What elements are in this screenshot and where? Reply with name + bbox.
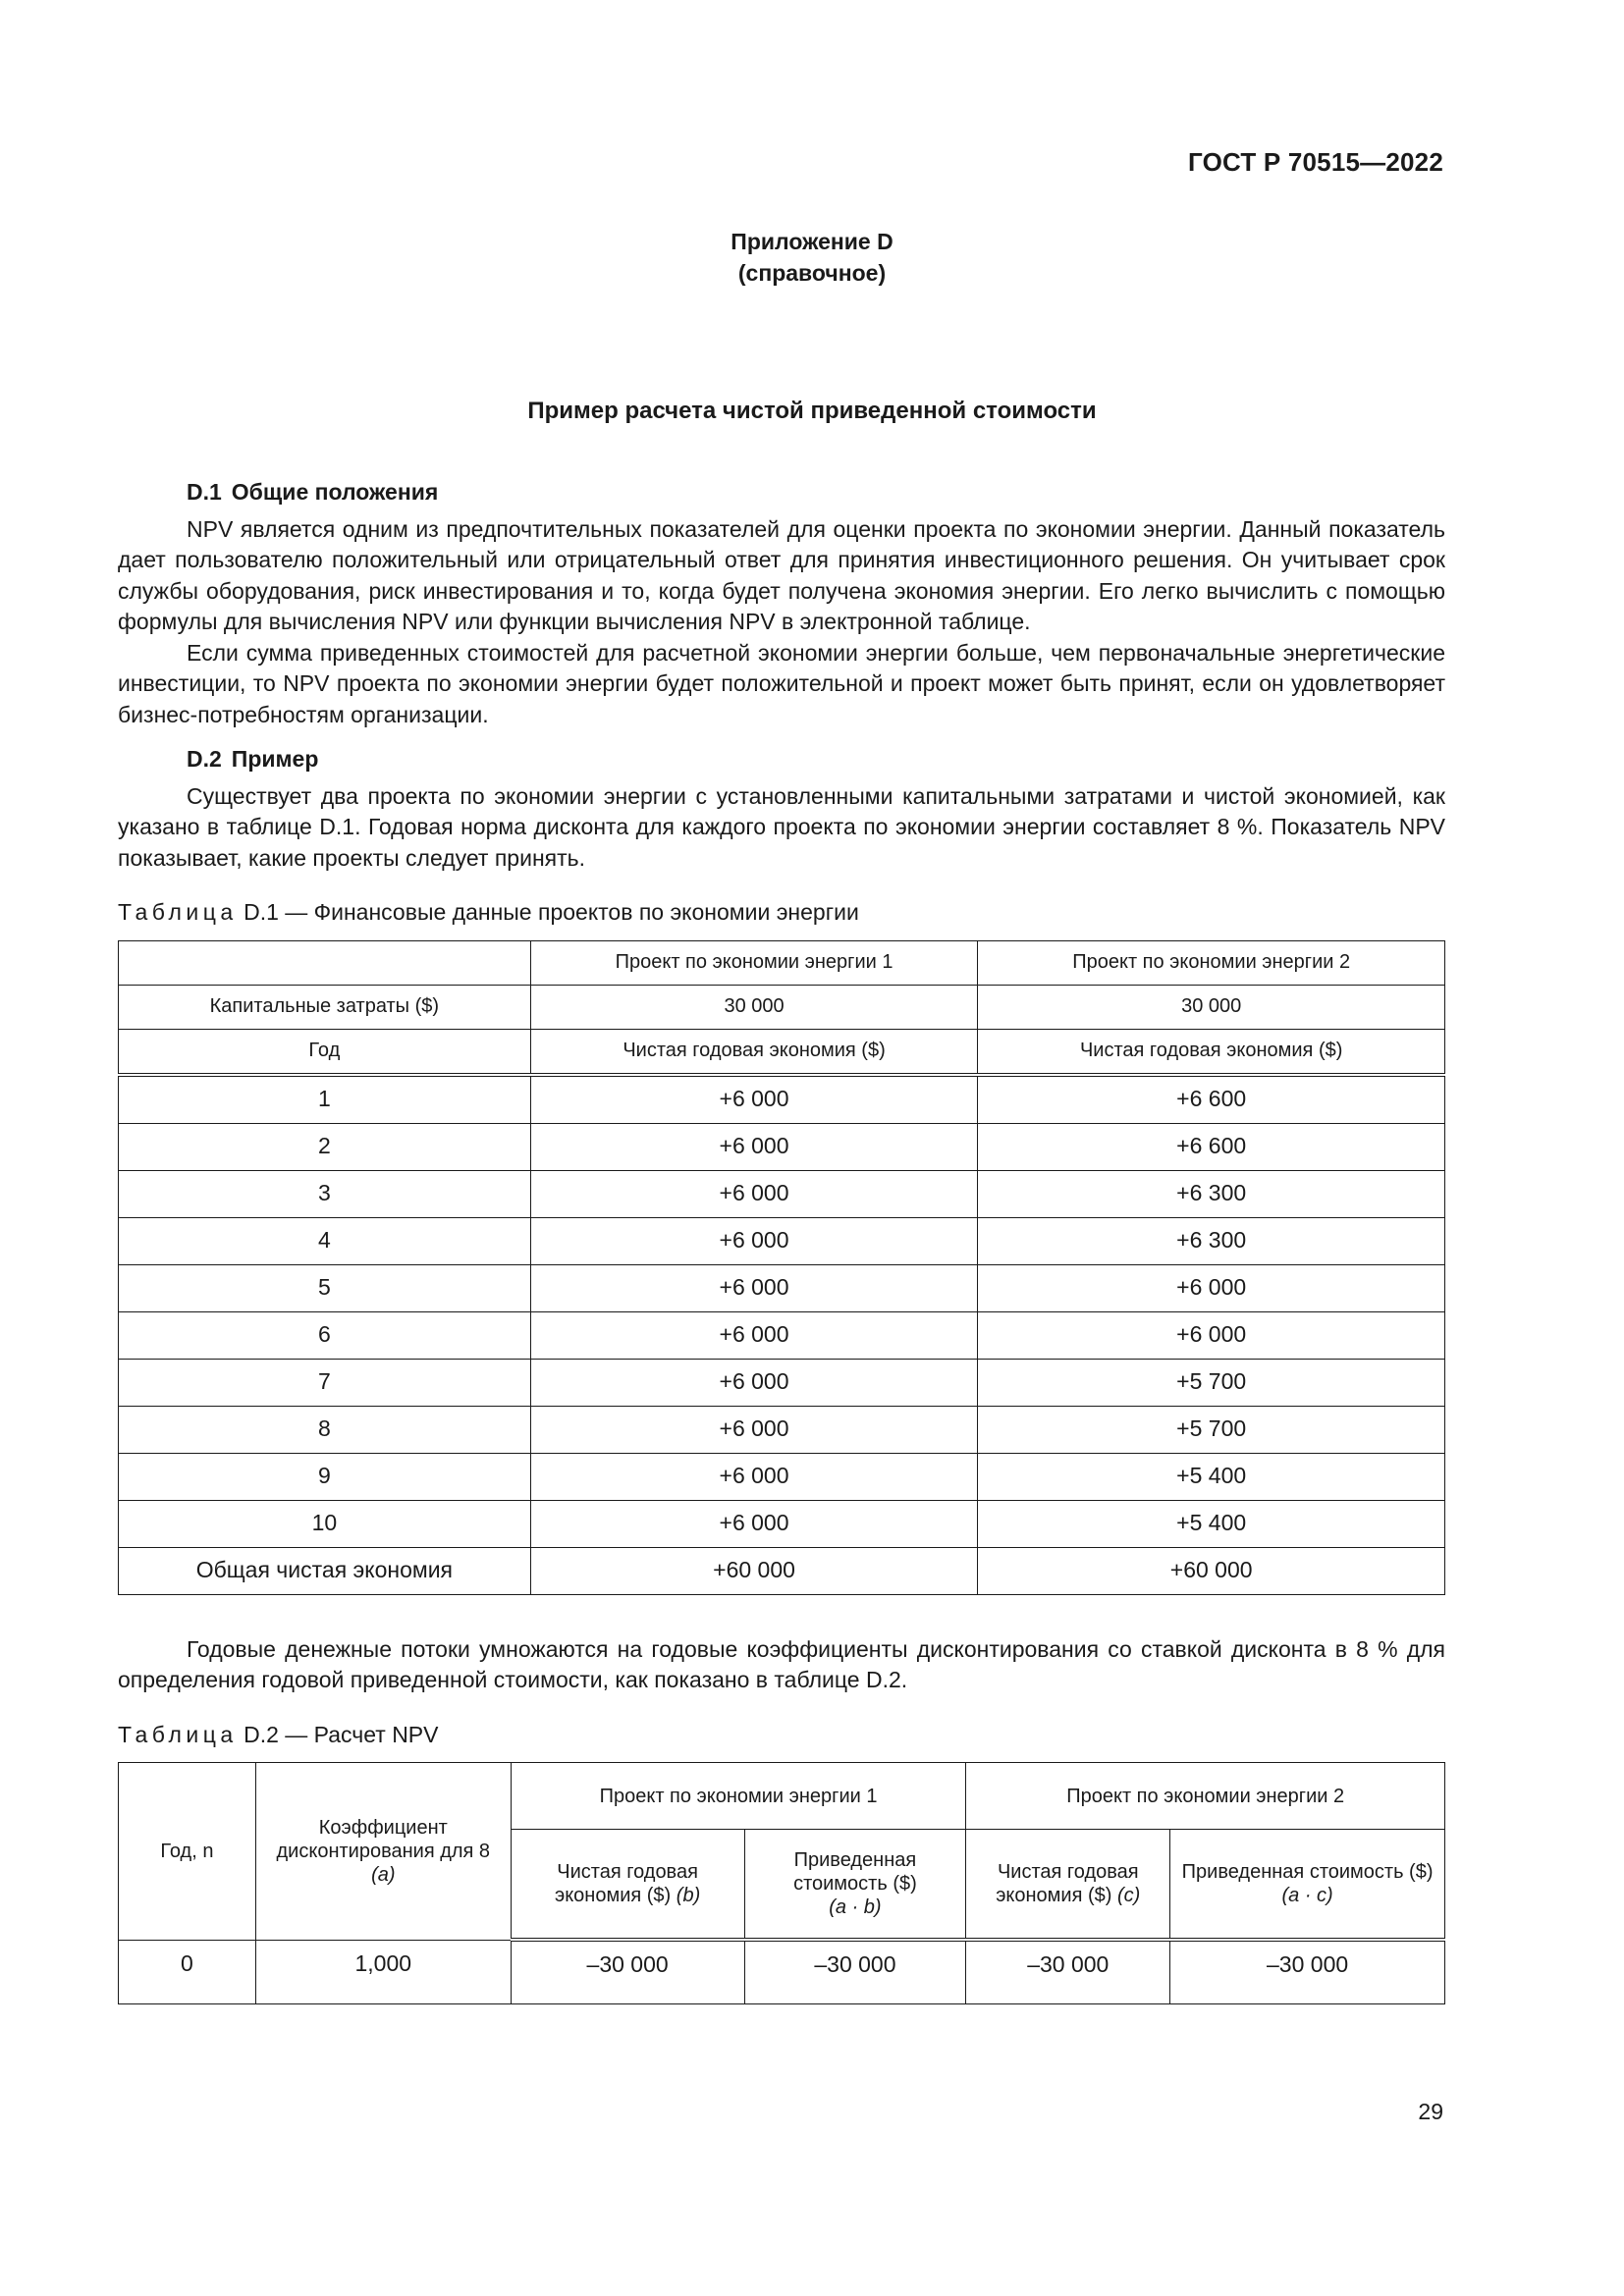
annex-status: (справочное) [737,260,887,286]
table-row [119,1264,1445,1311]
cell-value: –30 000 [1267,1950,1349,1977]
paragraph: Существует два проекта по экономии энергии с установленными капитальными затратами и чистой экономией, как указано в таблице D.1. Годовая норма дисконта для каждого проекта по экономии энергии составляет 8 %. Показатель NPV показывает, какие проекты следует принять. [118,782,1445,871]
table-header-cell: Год, n [119,1763,256,1941]
section-number: D.2 [187,746,222,772]
header-variable: (a · b) [829,1896,882,1918]
table-cell: +6 000 [530,1217,978,1264]
table-cell: 9 [119,1453,531,1500]
table-cell [1170,1940,1445,2004]
page-number: 29 [1418,2099,1443,2124]
header-variable: (c) [1117,1885,1141,1906]
table-cell: +6 000 [530,1500,978,1547]
section-title: Общие положения [231,479,439,505]
table-header-row [119,985,1445,1029]
table-caption-text: D.1 — Финансовые данные проектов по экономии энергии [244,899,859,925]
table-cell: 30 000 [530,985,978,1029]
header-text: Коэффициент дисконтирования для 8 [276,1816,491,1862]
header-text: Чистая годовая экономия ($) [554,1861,698,1906]
table-cell: 8 [119,1406,531,1453]
header-variable: (b) [676,1885,701,1906]
table-header-cell: Проект по экономии энергии 2 [978,940,1445,985]
table-cell: +6 000 [530,1075,978,1124]
table-cell: +6 600 [978,1075,1445,1124]
table-cell: 6 [119,1311,531,1359]
section-number: D.1 [187,479,222,505]
table-header-row [119,940,1445,985]
table-header-cell: Проект по экономии энергии 1 [530,940,978,985]
table-cell: +6 000 [978,1311,1445,1359]
cell-value: –30 000 [586,1950,669,1977]
table-cell: +6 600 [978,1123,1445,1170]
table-header-cell: Год [119,1029,531,1075]
table-header-cell: Чистая годовая экономия ($) [978,1029,1445,1075]
table-cell: 10 [119,1500,531,1547]
table-header-cell: Чистая годовая экономия ($) [530,1029,978,1075]
section-title: Пример [231,746,319,772]
table-cell [119,1940,256,2004]
table-caption-d1 [118,897,1445,929]
table-cell: Общая чистая экономия [119,1547,531,1594]
table-cell [966,1940,1170,2004]
table-header-cell [966,1830,1170,1941]
table-row [119,1406,1445,1453]
cell-value: 0 [181,1950,193,1976]
table-row [119,1217,1445,1264]
annex-label: Приложение D [731,229,893,254]
table-row [119,1123,1445,1170]
table-cell: 3 [119,1170,531,1217]
table-row [119,1453,1445,1500]
table-cell: +5 700 [978,1406,1445,1453]
paragraph: Если сумма приведенных стоимостей для расчетной экономии энергии больше, чем первоначальные энергетические инвестиции, то NPV проекта по экономии энергии будет положительной и проект может быть принят, если он удовлетворяет бизнес-потребностям организации. [118,639,1445,727]
header-text: Чистая годовая экономия ($) [996,1861,1139,1906]
financial-data-table [118,940,1445,1595]
header-variable: (a · c) [1281,1885,1333,1906]
annex-title: Пример расчета чистой приведенной стоимости [527,398,1097,424]
section-heading-d1 [118,477,1445,508]
table-cell: +60 000 [978,1547,1445,1594]
table-caption-prefix: Таблица [118,899,238,925]
table-cell: +6 000 [530,1453,978,1500]
table-cell: +6 000 [978,1264,1445,1311]
table-cell: +6 000 [530,1311,978,1359]
header-variable: (a) [371,1863,396,1886]
document-body [118,477,1445,2004]
table-caption-prefix: Таблица [118,1721,238,1747]
annex-heading [0,226,1624,289]
table-cell [511,1940,744,2004]
table-cell: +6 000 [530,1170,978,1217]
cell-value: 1,000 [354,1950,412,1976]
document-code: ГОСТ Р 70515—2022 [1188,147,1443,177]
table-row [119,1170,1445,1217]
table-header-cell [511,1830,744,1941]
table-header-row [119,1763,1445,1830]
table-row [119,1311,1445,1359]
table-cell: +5 700 [978,1359,1445,1406]
table-cell: +60 000 [530,1547,978,1594]
header-text: Приведенная стоимость ($) [793,1849,917,1895]
table-cell [744,1940,966,2004]
table-cell: +6 300 [978,1170,1445,1217]
npv-calculation-table [118,1762,1445,2004]
table-cell: +6 300 [978,1217,1445,1264]
table-cell: +6 000 [530,1264,978,1311]
table-header-cell: Проект по экономии энергии 2 [966,1763,1445,1830]
table-cell: 30 000 [978,985,1445,1029]
table-header-row [119,1029,1445,1075]
table-cell: 2 [119,1123,531,1170]
table-cell: +6 000 [530,1406,978,1453]
table-row [119,1359,1445,1406]
table-cell: Капитальные затраты ($) [119,985,531,1029]
table-cell: +6 000 [530,1123,978,1170]
table-row [119,1500,1445,1547]
cell-value: –30 000 [1027,1950,1110,1977]
table-cell [255,1940,511,2004]
table-cell: +6 000 [530,1359,978,1406]
section-heading-d2 [118,744,1445,775]
table-caption-d2 [118,1720,1445,1751]
table-header-cell [119,940,531,985]
table-row [119,1075,1445,1124]
table-row [119,1940,1445,2004]
table-cell: 5 [119,1264,531,1311]
table-header-cell [744,1830,966,1941]
table-header-cell [1170,1830,1445,1941]
paragraph: Годовые денежные потоки умножаются на годовые коэффициенты дисконтирования со ставкой дисконта в 8 % для определения годовой приведенной стоимости, как показано в таблице D.2. [118,1635,1445,1692]
paragraph: NPV является одним из предпочтительных показателей для оценки проекта по экономии энергии. Данный показатель дает пользователю положительный или отрицательный ответ для принятия инвестиционного решения. Он учитывает срок службы оборудования, риск инвестирования и то, когда будет получена экономия энергии. Его легко вычислить с помощью формулы для вычисления NPV или функции вычисления NPV в электронной таблице. [118,515,1445,634]
table-cell: +5 400 [978,1453,1445,1500]
table-caption-text: D.2 — Расчет NPV [244,1721,439,1747]
table-cell: 7 [119,1359,531,1406]
table-header-cell [255,1763,511,1941]
table-header-cell: Проект по экономии энергии 1 [511,1763,966,1830]
table-cell: 1 [119,1075,531,1124]
table-total-row [119,1547,1445,1594]
table-cell: +5 400 [978,1500,1445,1547]
cell-value: –30 000 [814,1950,896,1977]
header-text: Приведенная стоимость ($) [1181,1861,1434,1883]
table-cell: 4 [119,1217,531,1264]
